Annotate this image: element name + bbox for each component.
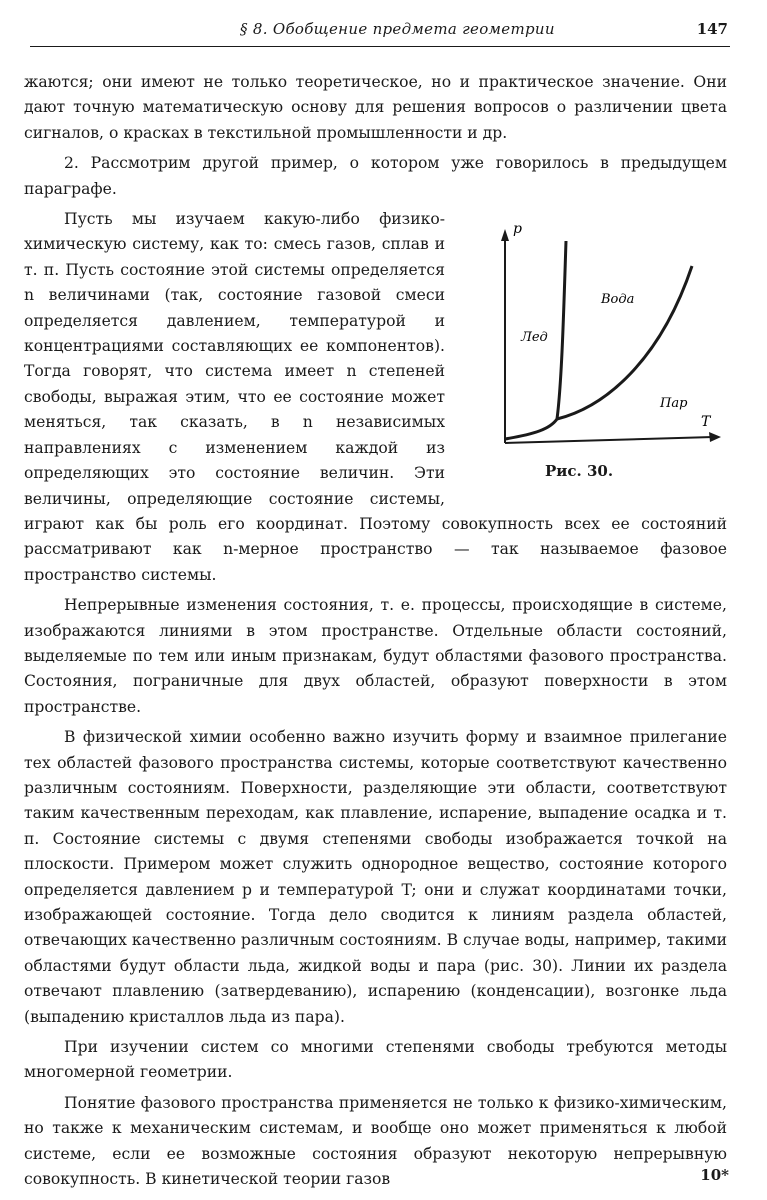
paragraph: жаются; они имеют не только теоретическое, но и практическое значение. Они дают точную математическую основу для решения вопросов о различении цвета сигналов, о красках в текстильной промышленности и др. — [24, 73, 727, 142]
water-label: Вода — [601, 292, 635, 308]
paragraph: 2. Рассмотрим другой пример, о котором уже говорилось в предыдущем параграфе. — [24, 154, 727, 198]
paragraph: При изучении систем со многими степенями свободы требуются методы многомерной геометрии. — [24, 1038, 727, 1082]
t-axis-arrow — [709, 432, 721, 442]
page-number: 147 — [696, 20, 728, 38]
melting-curve — [557, 241, 566, 419]
paragraph: В физической химии особенно важно изучить форму и взаимное прилегание тех областей фазового пространства системы, которые соответствуют качественно различным состояниям. Поверхности, разделяющие эти области, соответствуют таким качественным переходам, как плавление, испарение, выпадение осадка и т. п. Состояние системы с двумя степенями свободы изображается точкой на плоскости. Примером может служить однородное вещество, состояние которого определяется давлением p и температурой T; они и служат координатами точки, изображающей состояние. Тогда дело сводится к линиям раздела областей, отвечающих качественно различным состояниям. В случае воды, например, такими областями будут области льда, жидкой воды и пара (рис. 30). Линии их раздела отвечают плавлению (затвердеванию), испарению (конденсации), возгонке льда (выпадению кристаллов льда из пара). — [24, 728, 727, 1026]
paragraph: Непрерывные изменения состояния, т. е. процессы, происходящие в системе, изображаются линиями в этом пространстве. Отдельные области состояний, выделяемые по тем или иным признакам, будут областями фазового пространства. Состояния, пограничные для двух областей, образуют поверхности в этом пространстве. — [24, 596, 727, 716]
page-header — [30, 20, 730, 47]
p-axis-arrow — [501, 229, 509, 241]
sublimation-curve — [505, 419, 557, 439]
vapor-label: Пар — [660, 396, 688, 412]
t-axis-line — [505, 437, 713, 443]
axis-t-label: T — [701, 414, 711, 431]
paragraph: Пусть мы изучаем какую-либо физико-химическую систему, как то: смесь газов, сплав и т. п. Пусть состояние этой системы определяется n величинами (так, состояние газовой смеси определяется давлением, температурой и концентрациями составляющих ее компонентов). Тогда говорят, что система имеет n степеней свободы, выражая этим, что ее состояние может меняться, так сказать, в n независимых направлениях с изменением каждой из определяющих это состояние величин. Эти величины, определяющие состояние системы, играют как бы роль его координат. Поэтому совокупность всех ее состояний рассматривают как n-мерное пространство — так называемое фазовое пространство системы. — [24, 210, 727, 584]
figure-30 — [465, 211, 727, 507]
axis-p-label: p — [513, 221, 522, 238]
body-text — [24, 70, 727, 1197]
running-title: § 8. Обобщение предмета геометрии — [240, 20, 555, 38]
signature-mark: 10* — [700, 1166, 729, 1184]
figure-caption: Рис. 30. — [545, 462, 614, 481]
paragraph: Понятие фазового пространства применяется не только к физико-химическим, но также к механическим системам, и вообще оно может применяться к любой системе, если ее возможные состояния образуют некоторую непрерывную совокупность. В кинетической теории газов — [24, 1093, 727, 1189]
ice-label: Лед — [521, 330, 548, 346]
